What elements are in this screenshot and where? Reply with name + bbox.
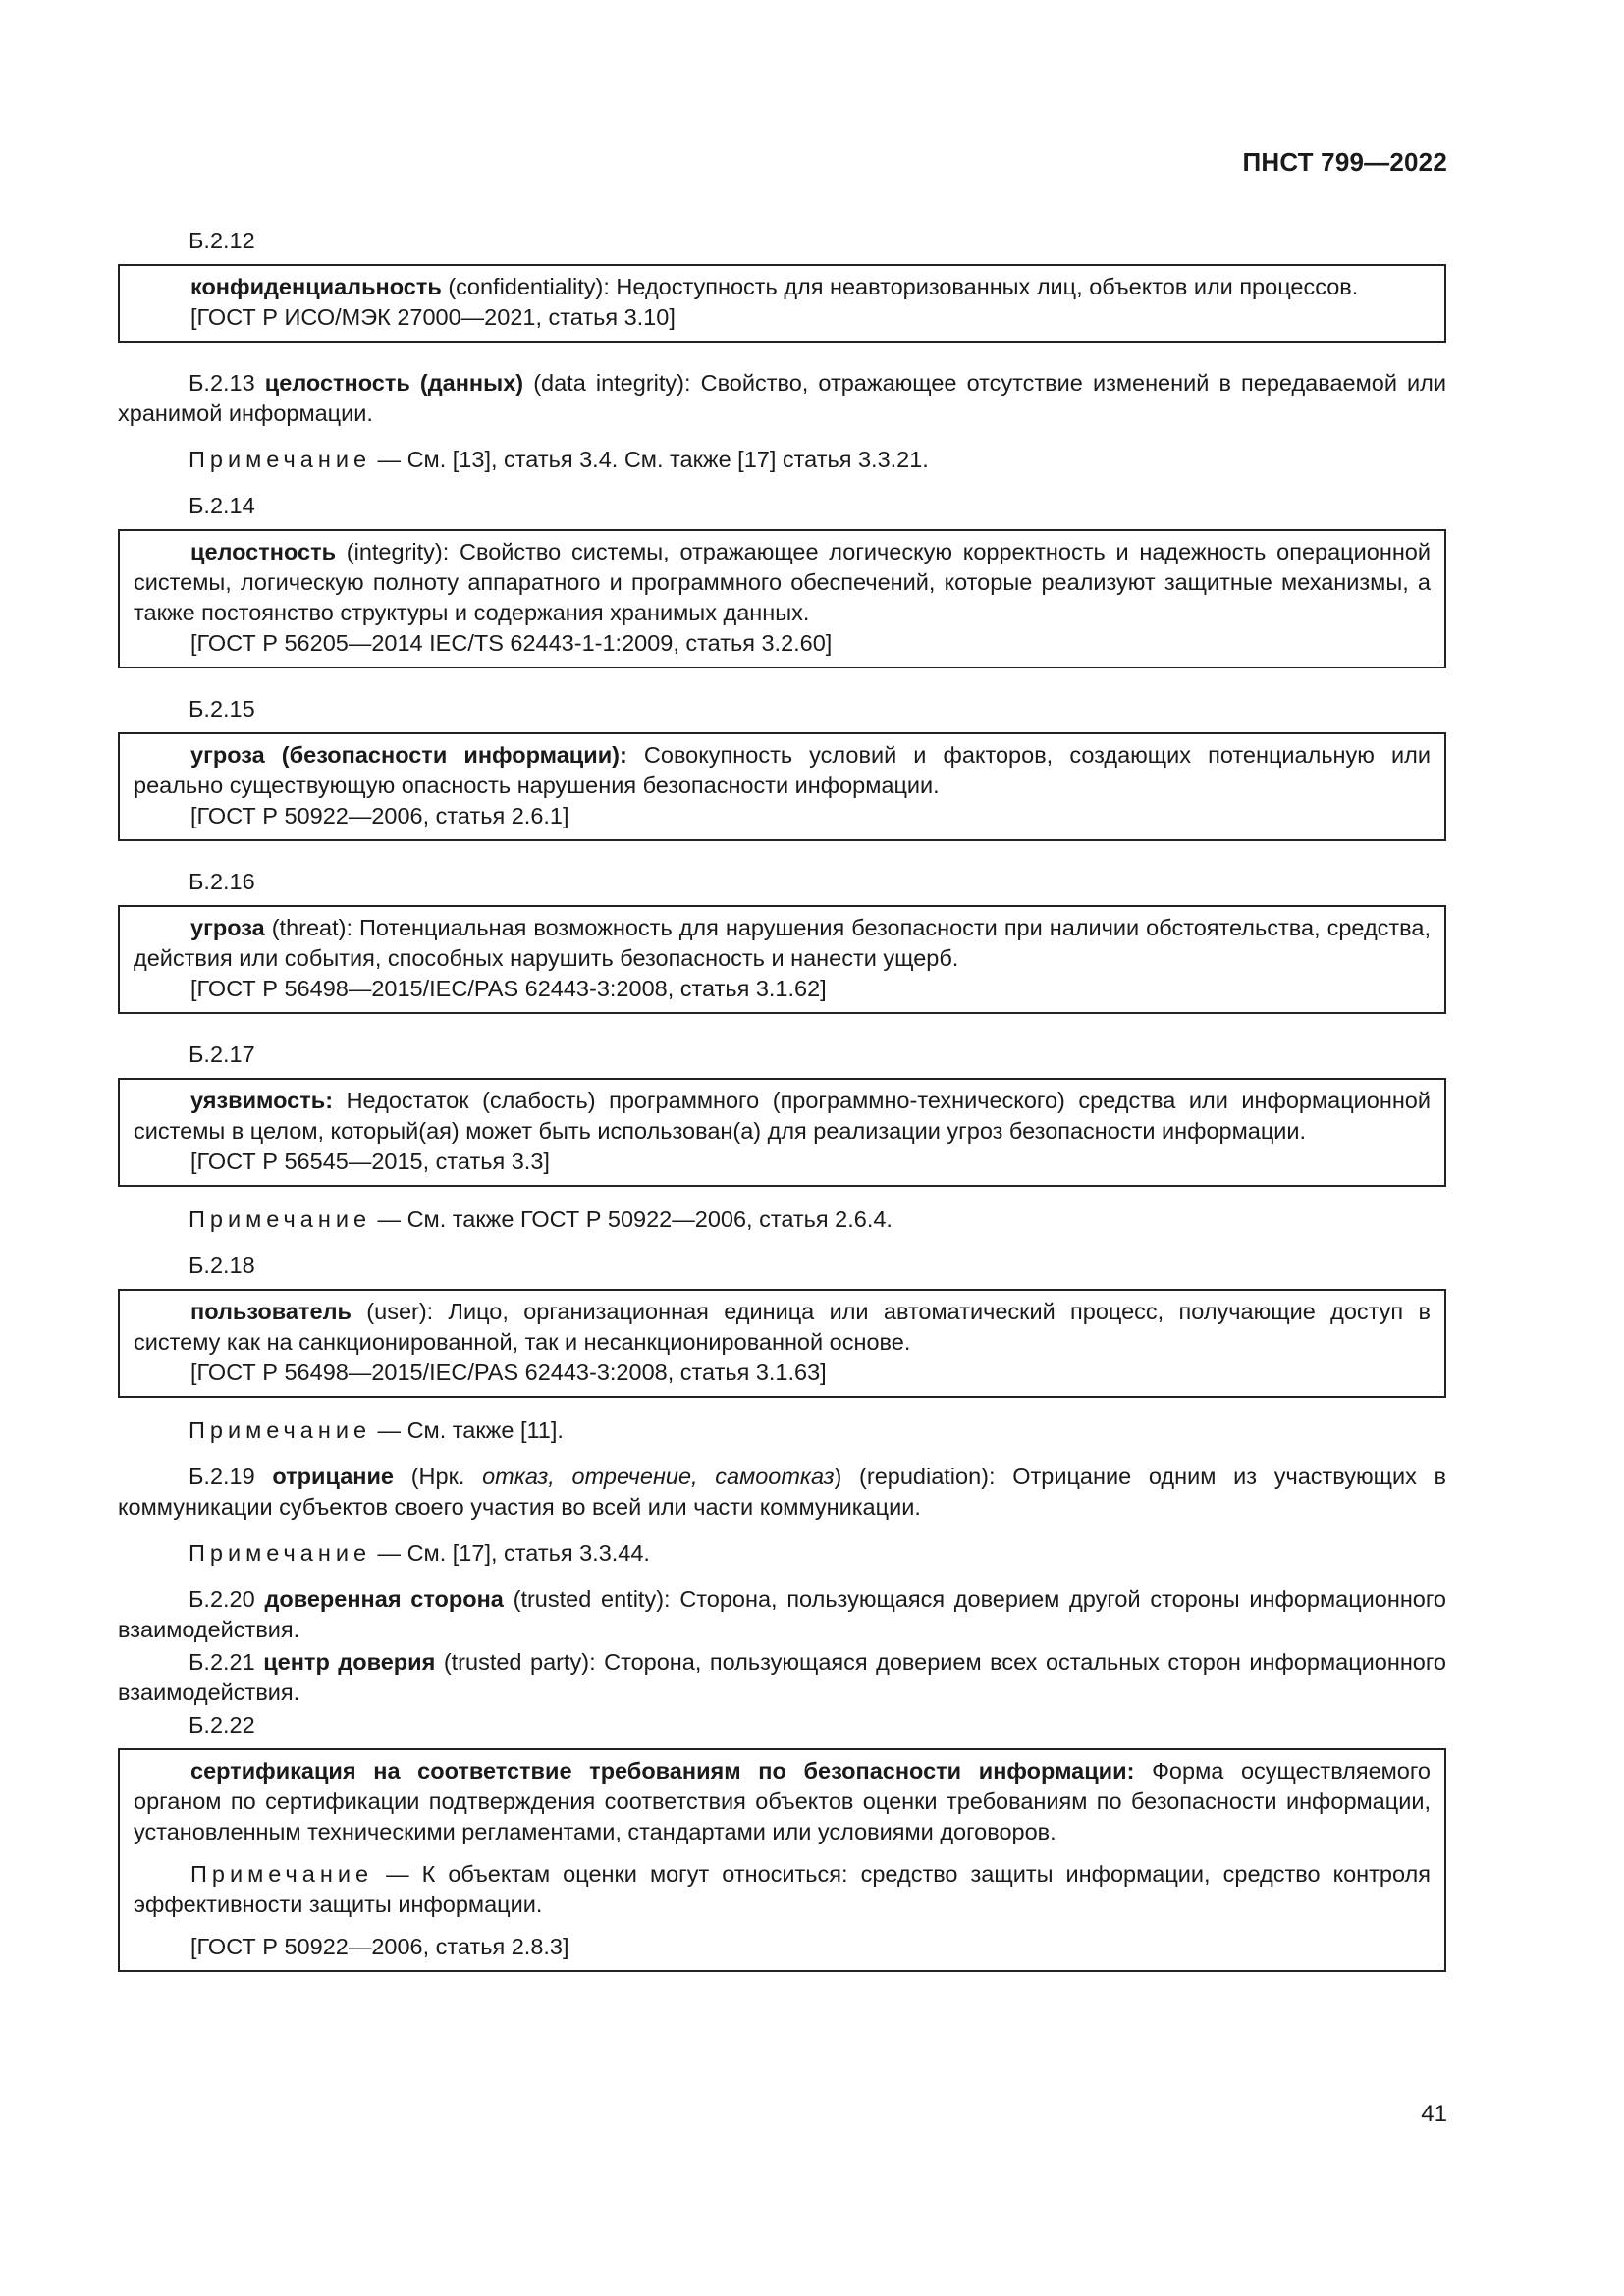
note-b219: Примечание — См. [17], статья 3.3.44. xyxy=(189,1540,650,1566)
definition-b222: сертификация на соответствие требованиям по безопасности информации: Форма осуществляемого органом по сертификации подтверждения соответствия объектов оценки требованиям по безопасности информации, установленным техническими регламентами, стандартами или условиями договоров. xyxy=(134,1758,1431,1844)
term-box-b214 xyxy=(118,529,1446,668)
definition-b218: пользователь (user): Лицо, организационная единица или автоматический процесс, получающие доступ в систему как на санкционированной, так и несанкционированной основе. xyxy=(134,1299,1431,1355)
definition-b214: целостность (integrity): Свойство системы, отражающее логическую корректность и надежность операционной системы, логическую полноту аппаратного и программного обеспечений, которые реализуют защитные механизмы, а также постоянство структуры и содержания хранимых данных. xyxy=(134,539,1431,625)
non-recommended-terms-b219: отказ, отречение, самоотказ xyxy=(482,1464,835,1489)
note-b222: Примечание — К объектам оценки могут относиться: средство защиты информации, средство контроля эффективности защиты информации. xyxy=(134,1861,1431,1917)
term-box-b216 xyxy=(118,905,1446,1014)
definition-b213: Б.2.13 целостность (данных) (data integrity): Свойство, отражающее отсутствие изменений в передаваемой или хранимой информации. xyxy=(118,370,1447,426)
term-b218: пользователь xyxy=(190,1299,352,1324)
note-label: Примечание xyxy=(189,1540,372,1566)
page-number: 41 xyxy=(1421,2101,1447,2127)
term-box-b222 xyxy=(118,1748,1446,1972)
term-b216: угроза xyxy=(190,915,265,940)
term-box-b215 xyxy=(118,732,1446,841)
reference-b214: [ГОСТ Р 56205—2014 IEC/TS 62443-1-1:2009, статья 3.2.60] xyxy=(190,630,833,656)
clause-number-b222: Б.2.22 xyxy=(189,1712,255,1737)
term-b221: центр доверия xyxy=(263,1649,436,1675)
term-b220: доверенная сторона xyxy=(264,1586,504,1612)
clause-number-b212: Б.2.12 xyxy=(189,228,255,253)
term-box-b212 xyxy=(118,264,1446,343)
clause-number-b218: Б.2.18 xyxy=(189,1253,255,1278)
clause-number-b215: Б.2.15 xyxy=(189,696,255,721)
note-label: Примечание xyxy=(189,1206,372,1232)
note-label: Примечание xyxy=(189,447,372,472)
clause-number-b221: Б.2.21 xyxy=(189,1649,264,1675)
clause-number-b214: Б.2.14 xyxy=(189,493,255,518)
note-b217: Примечание — См. также ГОСТ Р 50922—2006, статья 2.6.4. xyxy=(189,1206,893,1232)
definition-b216: угроза (threat): Потенциальная возможность для нарушения безопасности при наличии обстоятельства, средства, действия или события, способных нарушить безопасность и нанести ущерб. xyxy=(134,915,1431,971)
clause-number-b213: Б.2.13 xyxy=(189,370,265,396)
definition-b215: угроза (безопасности информации): Совокупность условий и факторов, создающих потенциальную или реально существующую опасность нарушения безопасности информации. xyxy=(134,742,1431,798)
reference-b217: [ГОСТ Р 56545—2015, статья 3.3] xyxy=(190,1148,550,1174)
note-b218: Примечание — См. также [11]. xyxy=(189,1417,564,1443)
definition-b219: Б.2.19 отрицание (Нрк. отказ, отречение, самоотказ) (repudiation): Отрицание одним из участвующих в коммуникации субъектов своего участия во всей или части коммуникации. xyxy=(118,1464,1447,1520)
term-b222: сертификация на соответствие требованиям по безопасности информации: xyxy=(190,1758,1135,1784)
clause-number-b217: Б.2.17 xyxy=(189,1041,255,1067)
term-b219: отрицание xyxy=(272,1464,394,1489)
reference-b212: [ГОСТ Р ИСО/МЭК 27000—2021, статья 3.10] xyxy=(190,304,676,330)
note-label: Примечание xyxy=(189,1417,372,1443)
definition-b221: Б.2.21 центр доверия (trusted party): Сторона, пользующаяся доверием всех остальных сторон информационного взаимодействия. xyxy=(118,1649,1446,1705)
clause-number-b220: Б.2.20 xyxy=(189,1586,265,1612)
term-b213: целостность (данных) xyxy=(264,370,524,396)
note-b213: Примечание — См. [13], статья 3.4. См. также [17] статья 3.3.21. xyxy=(189,447,929,472)
term-b212: конфиденциальность xyxy=(190,274,442,299)
clause-number-b216: Б.2.16 xyxy=(189,869,255,894)
definition-b212: конфиденциальность (confidentiality): Недоступность для неавторизованных лиц, объектов или процессов. xyxy=(190,274,1359,299)
term-b214: целостность xyxy=(190,539,337,564)
term-box-b218 xyxy=(118,1289,1446,1398)
document-body xyxy=(118,226,1446,1998)
definition-b217: уязвимость: Недостаток (слабость) программного (программно-технического) средства или информационной системы в целом, который(ая) может быть использован(а) для реализации угроз безопасности информации. xyxy=(134,1088,1431,1144)
term-b217: уязвимость: xyxy=(190,1088,334,1113)
reference-b215: [ГОСТ Р 50922—2006, статья 2.6.1] xyxy=(190,803,569,828)
clause-number-b219: Б.2.19 xyxy=(189,1464,273,1489)
term-b215: угроза (безопасности информации): xyxy=(190,742,627,768)
note-label: Примечание xyxy=(190,1861,374,1887)
reference-b222: [ГОСТ Р 50922—2006, статья 2.8.3] xyxy=(190,1934,569,1959)
reference-b216: [ГОСТ Р 56498—2015/IEC/PAS 62443-3:2008, статья 3.1.62] xyxy=(190,976,827,1001)
definition-b220: Б.2.20 доверенная сторона (trusted entity): Сторона, пользующаяся доверием другой стороны информационного взаимодействия. xyxy=(118,1586,1447,1642)
term-box-b217 xyxy=(118,1078,1446,1187)
reference-b218: [ГОСТ Р 56498—2015/IEC/PAS 62443-3:2008, статья 3.1.63] xyxy=(190,1360,827,1385)
document-id-header: ПНСТ 799—2022 xyxy=(1242,147,1447,177)
